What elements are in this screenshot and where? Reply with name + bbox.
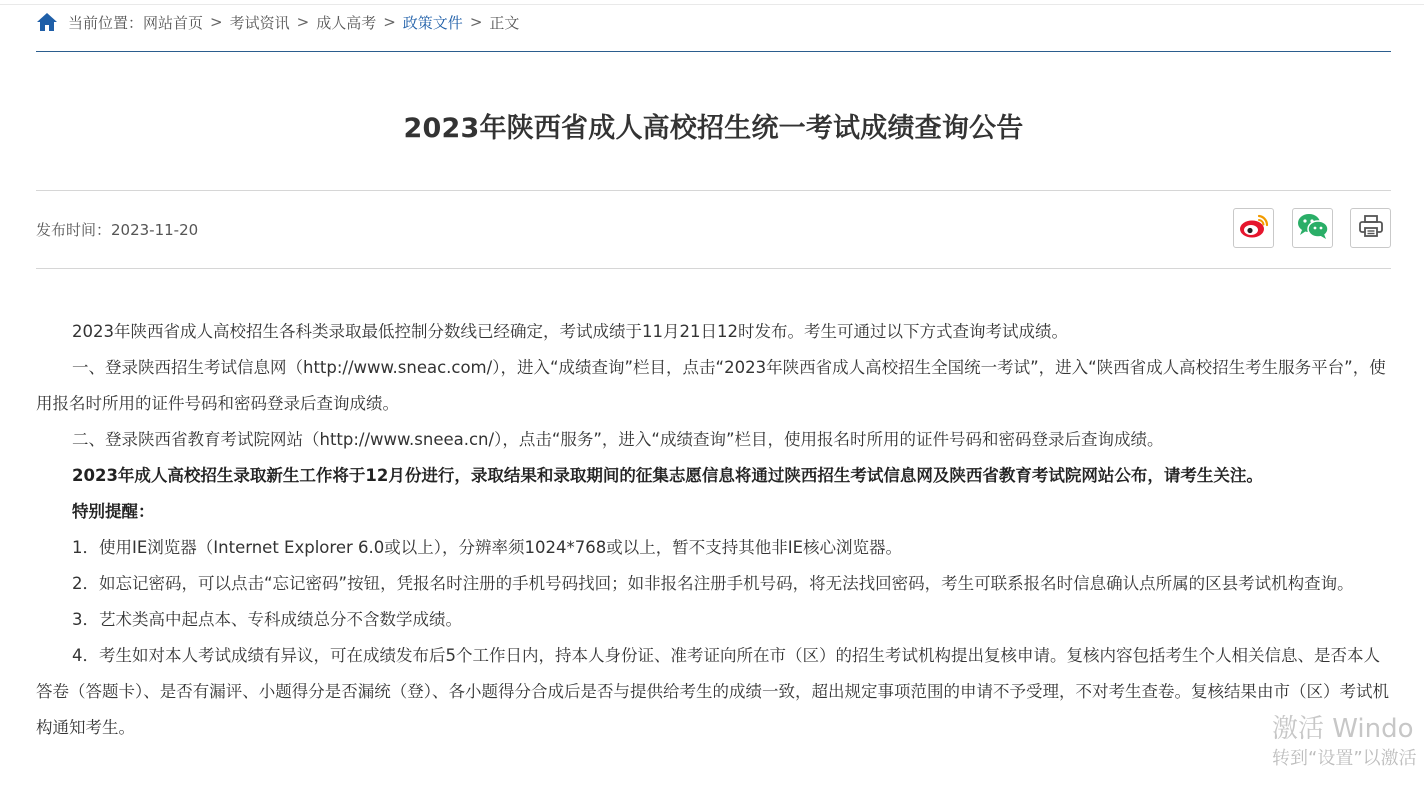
paragraph-special-reminder: 特别提醒： [72,502,155,521]
paragraph-reminder-4: 4．考生如对本人考试成绩有异议，可在成绩发布后5个工作日内，持本人身份证、准考证向所在市（区）的招生考试机构提出复核申请。复核内容包括考生个人相关信息、是否本人答卷（答题卡）、是否有漏评、小题得分是否漏统（登）、各小题得分合成后是否与提供给考生的成绩一致，超出规定事项范围的申请不予受理，不对考生查卷。复核结果由市（区）考试机构通知考生。 [36,646,1389,737]
windows-activation-watermark [1272,712,1417,772]
paragraph-reminder-3: 3．艺术类高中起点本、专科成绩总分不含数学成绩。 [72,610,462,629]
breadcrumb-separator: > [469,13,483,31]
breadcrumb-current: 正文 [489,13,520,32]
share-wechat-button[interactable] [1292,208,1333,248]
breadcrumb [36,10,519,34]
breadcrumb-adult-exam[interactable]: 成人高考 [316,13,377,32]
share-weibo-button[interactable] [1233,208,1274,248]
paragraph-method-one: 一、登录陕西招生考试信息网（http://www.sneac.com/），进入“成绩查询”栏目，点击“2023年陕西省成人高校招生全国统一考试”，进入“陕西省成人高校招生考生服务平台”，使用报名时所用的证件号码和密码登录后查询成绩。 [36,358,1386,413]
breadcrumb-exam-news[interactable]: 考试资讯 [229,13,290,32]
paragraph-method-two: 二、登录陕西省教育考试院网站（http://www.sneea.cn/），点击“服务”，进入“成绩查询”栏目，使用报名时所用的证件号码和密码登录后查询成绩。 [72,430,1164,449]
meta-divider [36,268,1391,269]
wechat-icon [1297,212,1329,244]
print-icon [1358,214,1384,242]
breadcrumb-home[interactable]: 网站首页 [143,13,204,32]
weibo-icon [1239,213,1269,243]
top-border [0,4,1424,5]
paragraph-admission-notice: 2023年成人高校招生录取新生工作将于12月份进行，录取结果和录取期间的征集志愿信息将通过陕西招生考试信息网及陕西省教育考试院网站公布，请考生关注。 [72,466,1263,485]
breadcrumb-separator: > [383,13,396,31]
breadcrumb-label: 当前位置： [68,13,144,32]
paragraph-reminder-2: 2．如忘记密码，可以点击“忘记密码”按钮，凭报名时注册的手机号码找回；如非报名注册手机号码，将无法找回密码，考生可联系报名时信息确认点所属的区县考试机构查询。 [72,574,1354,593]
publish-time: 发布时间：2023-11-20 [36,221,199,239]
header-divider [36,51,1391,52]
paragraph-intro: 2023年陕西省成人高校招生各科类录取最低控制分数线已经确定，考试成绩于11月21日12时发布。考生可通过以下方式查询考试成绩。 [72,322,1068,341]
paragraph-reminder-1: 1．使用IE浏览器（Internet Explorer 6.0或以上），分辨率须1024*768或以上，暂不支持其他非IE核心浏览器。 [72,538,903,557]
breadcrumb-separator: > [210,13,223,31]
watermark-line1: 激活 Windo [1272,714,1414,744]
print-button[interactable] [1350,208,1391,248]
article-title: 2023年陕西省成人高校招生统一考试成绩查询公告 [403,113,1024,144]
home-icon[interactable] [36,12,58,32]
article-body [36,314,1391,746]
title-divider [36,190,1391,191]
breadcrumb-policy-docs[interactable]: 政策文件 [402,13,463,32]
watermark-line2: 转到“设置”以激活 [1272,748,1417,769]
breadcrumb-separator: > [296,13,310,31]
